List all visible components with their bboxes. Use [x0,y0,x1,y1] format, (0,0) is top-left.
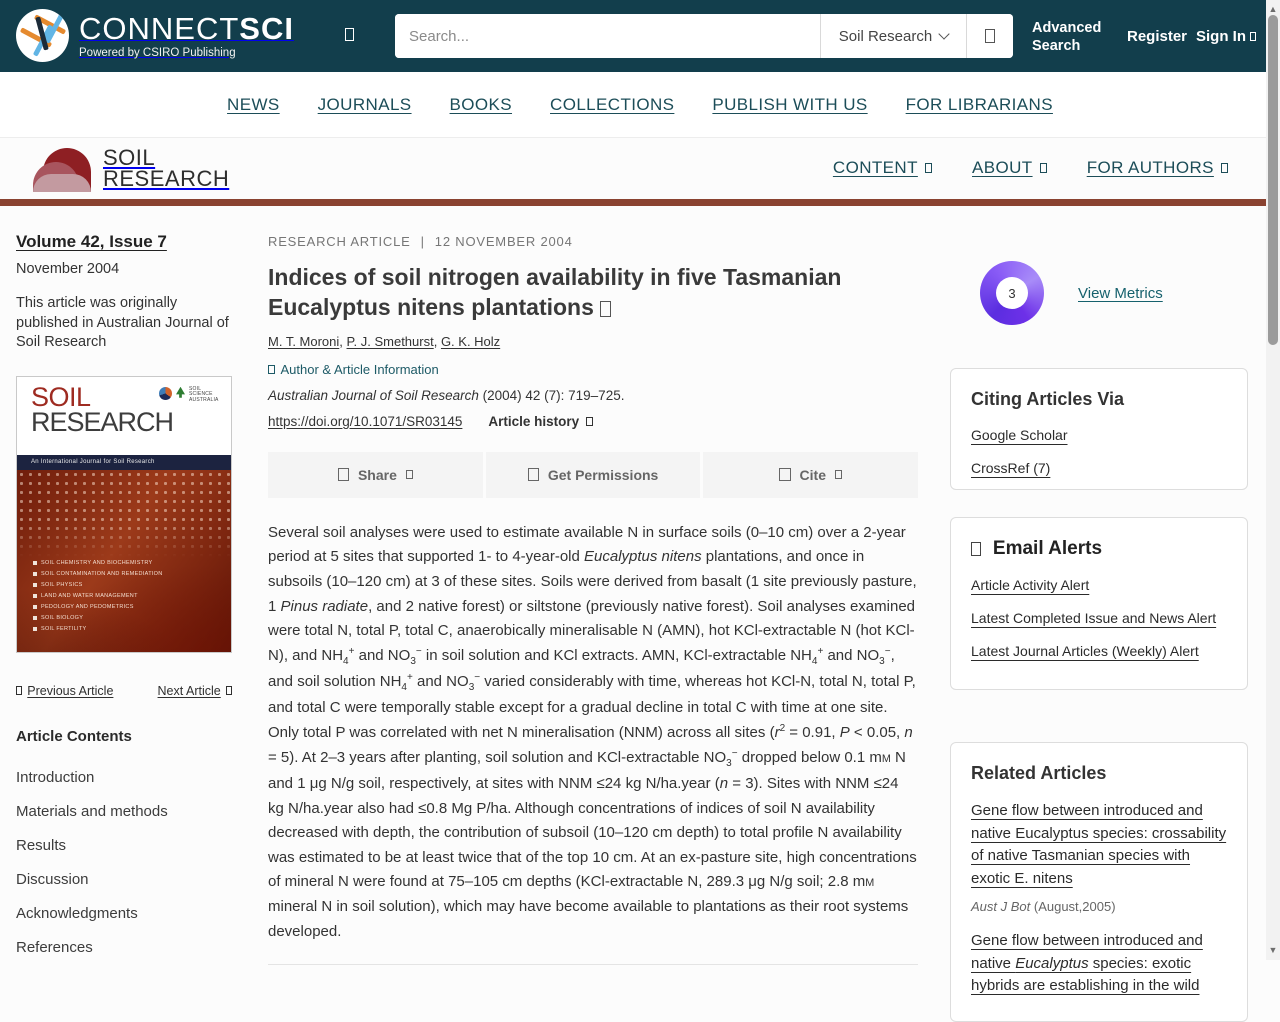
search-bar [395,14,1013,58]
contents-item-discussion[interactable]: Discussion [16,870,89,888]
volume-issue-link[interactable]: Volume 42, Issue 7 [16,232,167,251]
expand-icon [586,417,593,426]
previous-article-link[interactable]: Previous Article [16,684,113,698]
article-abstract: Several soil analyses were used to estimate available N in surface soils (0–10 cm) over a 2-year period at 5 sites that supported 1- to 4-year-old Eucalyptus nitens plantations, and once in subsoils (10–120 cm) at 3 of these sites. Soils were derived from basalt (1 site previously pasture, 1 Pinus radiate, and 2 native forest) or siltstone (previously native forest). Soil analyses examined were total N, total P, total C, anaerobically mineralisable N (AMN), hot KCl-extractable N (hot KCl-N), and $NH_4^+$ and $NO_3^-$ in soil solution and KCl extracts. AMN, KCl-extractable $NH_4^+$ and $NO_3^-$, and soil solution $NH_4^+$ and $NO_3^-$ varied considerably with time, whereas hot KCl-N, total N, total P, and total C were temporally stable except for a gradual decline in total C with time at one site. Only total P was correlated with net N mineralisation (NNM) across all sites ($r^2 = 0.91$, P < 0.05, n = 5). At 2–3 years after planting, soil solution and KCl-extractable $NO_3^-$ dropped below 0.1 mM N and 1 μg N/g soil, respectively, at sites with NNM ≤24 kg N/ha.year (n = 3). Sites with NNM ≤24 kg N/ha.year also had ≤0.8 Mg P/ha. Although concentrations of indices of soil N availability decreased with depth, the contribution of subsoil (10–120 cm depth) to total profile N availability was estimated to be at least twice that of the top 10 cm. At an ex-pasture site, high concentrations of mineral N were found at 75–105 cm depths (KCl-extractable N, 289.3 μg N/g soil; 2.8 mM mineral N in soil solution), which may have become available to plantations as their root systems developed. [268,523,917,940]
cover-society-name: SOIL SCIENCE AUSTRALIA [189,385,219,404]
search-scope-value: Soil Research [838,27,933,45]
contents-item-materials[interactable]: Materials and methods [16,802,168,820]
cover-topic-list: SOIL CHEMISTRY AND BIOCHEMISTRY SOIL CONTAMINATION AND REMEDIATION SOIL PHYSICS LAND AND WATER MANAGEMENT PEDOLOGY AND PEDOMETRICS SOIL BIOLOGY SOIL FERTILITY [33,555,163,632]
cite-button[interactable]: Cite [703,452,918,498]
metrics-row [950,261,1248,325]
nav-item-books[interactable]: BOOKS [449,94,513,114]
author-link[interactable]: M. T. Moroni [268,333,340,349]
share-icon [338,468,349,481]
caret-down-icon [925,163,932,172]
view-metrics-link[interactable]: View Metrics [1078,284,1163,302]
share-button[interactable]: Share [268,452,483,498]
advanced-search-link[interactable]: Advanced Search [1032,20,1102,55]
chevron-down-icon [939,28,950,39]
article-history-toggle[interactable]: Article history [488,414,593,429]
scrollbar-thumb[interactable] [1268,15,1278,345]
google-scholar-link[interactable]: Google Scholar [971,427,1068,443]
scroll-down-arrow[interactable]: ▼ [1268,945,1278,955]
altmetric-badge[interactable] [980,261,1044,325]
journal-menu-content[interactable]: CONTENT [833,158,932,178]
nav-item-collections[interactable]: COLLECTIONS [550,94,675,114]
email-alerts-heading: Email Alerts [992,538,1103,559]
journal-cover-image [16,376,232,653]
contents-item-results[interactable]: Results [16,836,67,854]
cover-title-soil: SOIL [31,381,91,412]
weekly-articles-alert-link[interactable]: Latest Journal Articles (Weekly) Alert [971,643,1199,659]
contents-item-introduction[interactable]: Introduction [16,768,95,786]
article-contents-list [16,769,232,956]
connectsci-logo-icon [16,9,69,62]
related-article-meta: Aust J Bot (August,2005) [971,899,1116,914]
author-info-toggle[interactable]: Author & Article Information [268,362,918,377]
issue-sidebar [16,206,232,973]
journal-menu-about[interactable]: ABOUT [972,158,1047,178]
article-pub-date: 12 NOVEMBER 2004 [434,234,573,249]
issue-date: November 2004 [16,261,120,277]
crossref-link[interactable]: CrossRef (7) [971,460,1051,476]
related-article-link[interactable]: Gene flow between introduced and native Eucalyptus species: exotic hybrids are establishing in the wild [971,932,1203,994]
citing-articles-heading: Citing Articles Via [971,389,1125,409]
article-contents-heading: Article Contents [16,727,132,745]
arrow-right-icon [226,686,232,695]
next-article-link[interactable]: Next Article [158,684,232,698]
article-activity-alert-link[interactable]: Article Activity Alert [971,577,1090,593]
search-input[interactable] [395,14,820,58]
doi-link[interactable]: https://doi.org/10.1071/SR03145 [268,413,463,429]
sign-in-link[interactable]: Sign In [1196,28,1256,45]
page-scrollbar[interactable] [1266,0,1280,960]
journal-title-line1: SOIL [103,145,156,171]
caret-down-icon [406,470,413,479]
journal-banner [0,138,1280,199]
nav-item-news[interactable]: NEWS [227,94,280,114]
article-title: Indices of soil nitrogen availability in five Tasmanian Eucalyptus nitens plantations [268,264,842,321]
journal-accent-bar [0,199,1280,206]
journal-menu-for-authors[interactable]: FOR AUTHORS [1087,158,1228,178]
arrow-left-icon [16,686,22,695]
expand-icon [268,365,275,374]
caret-down-icon [835,470,842,479]
section-divider [268,964,918,965]
article-pager [16,684,232,698]
caret-down-icon [1221,163,1228,172]
contents-item-acknowledgments[interactable]: Acknowledgments [16,904,138,922]
search-button[interactable] [966,14,1013,58]
get-permissions-button[interactable]: Get Permissions [486,452,701,498]
article-eyebrow [268,234,918,249]
eyebrow-divider: | [420,234,425,249]
scroll-up-arrow[interactable]: ▲ [1268,4,1278,14]
primary-nav [0,72,1280,138]
citing-articles-card [950,368,1248,490]
caret-down-icon [1250,32,1256,41]
journal-logo[interactable] [33,146,229,192]
nav-item-journals[interactable]: JOURNALS [317,94,412,114]
original-publication-note: This article was originally published in Australian Journal of Soil Research [16,295,229,351]
permissions-icon [528,468,539,481]
header-menu-icon[interactable] [345,28,354,41]
site-header [0,0,1280,72]
search-scope-dropdown[interactable] [820,14,966,58]
caret-down-icon [1040,163,1047,172]
brand-tagline: Powered by CSIRO Publishing [79,46,236,59]
soil-research-logo-icon [33,146,91,192]
contents-item-references[interactable]: References [16,938,93,956]
cover-tree-logo-icon [176,387,185,398]
cover-society-logo-icon [159,387,172,400]
nav-item-publish-with-us[interactable]: PUBLISH WITH US [712,94,868,114]
altmetric-score: 3 [996,277,1028,309]
email-alerts-card [950,517,1248,690]
journal-menu [833,158,1228,178]
envelope-icon [971,542,981,556]
search-icon [985,29,995,43]
author-link[interactable]: P. J. Smethurst [346,333,434,349]
brand-name: CONNECTSCI [79,10,294,46]
author-link[interactable]: G. K. Holz [440,333,501,349]
cover-title-research: RESEARCH [31,407,174,438]
article-type: RESEARCH ARTICLE [268,234,411,249]
issue-news-alert-link[interactable]: Latest Completed Issue and News Alert [971,610,1217,626]
related-articles-heading: Related Articles [971,763,1107,783]
related-article-link[interactable]: Gene flow between introduced and native Eucalyptus species: crossability of native Tasmanian species with exotic E. nitens [971,802,1227,887]
nav-item-for-librarians[interactable]: FOR LIBRARIANS [905,94,1053,114]
related-articles-card [950,742,1248,1022]
access-lock-icon [600,301,612,317]
register-link[interactable]: Register [1127,28,1188,45]
author-list: M. T. Moroni, P. J. Smethurst, G. K. Holz [268,333,501,349]
article-citation: Australian Journal of Soil Research (2004) 42 (7): 719–725. [268,387,625,403]
article-toolbar [268,452,918,498]
cite-icon [779,468,790,481]
cover-subtitle: An International Journal for Soil Research [17,455,231,470]
journal-title-line2: RESEARCH [103,166,230,191]
connectsci-logo[interactable] [16,9,294,62]
article-main [268,206,918,965]
